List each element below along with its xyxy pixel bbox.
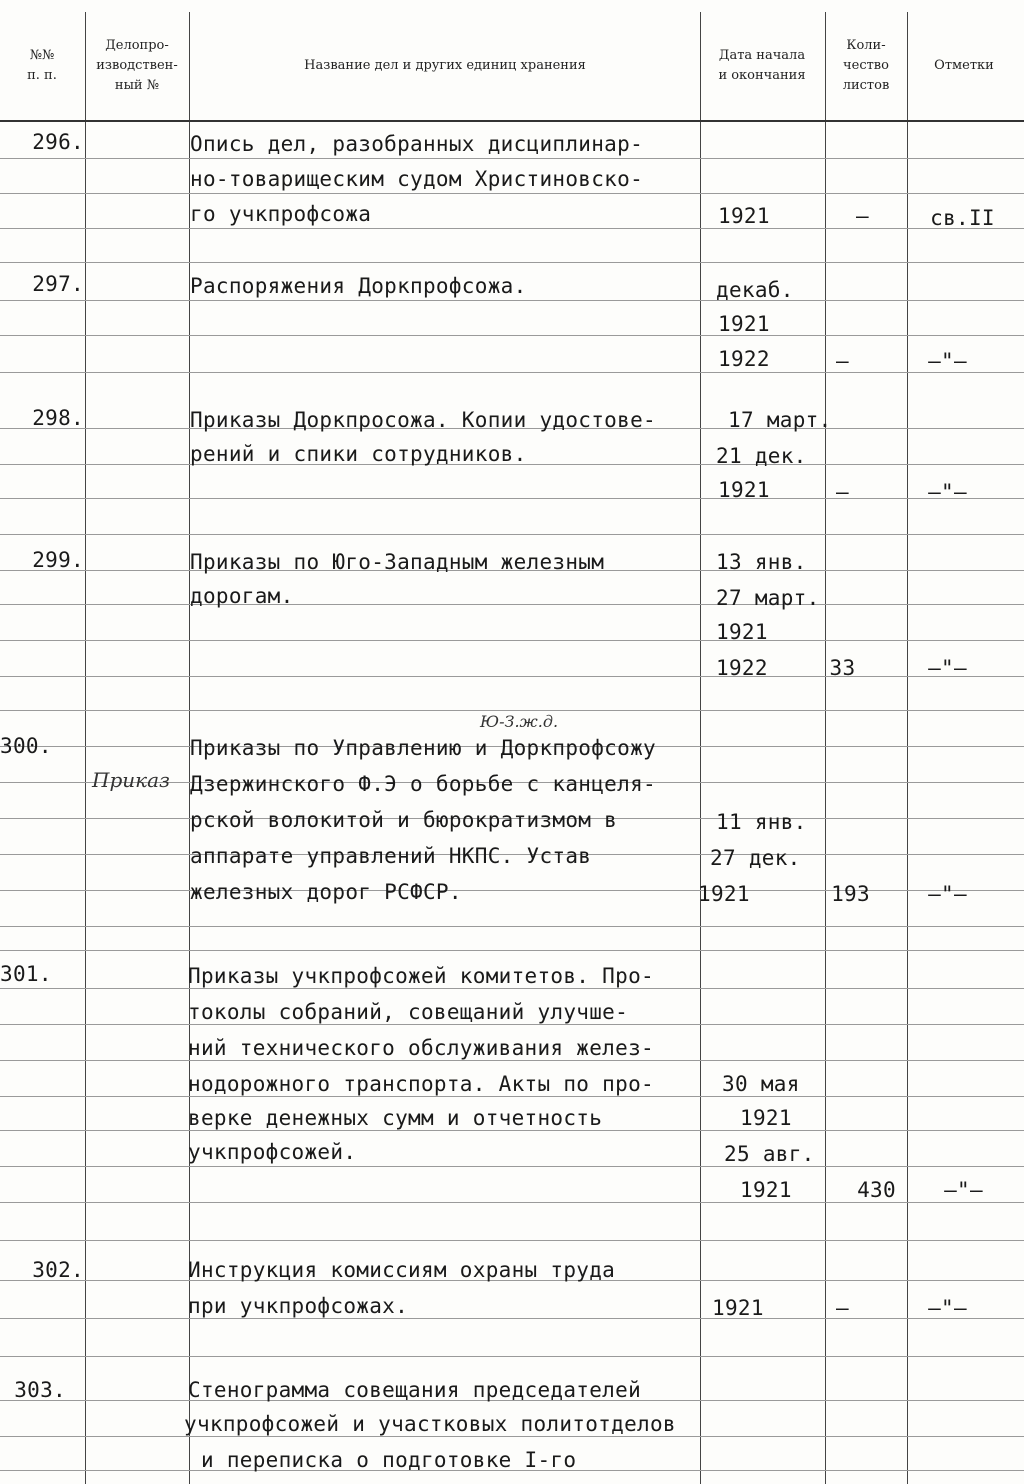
entry-title-line: рской волокитой и бюрократизмом в (190, 808, 618, 832)
column-divider (700, 12, 701, 1484)
entry-date: 1922 (716, 656, 768, 680)
entry-title-line: Распоряжения Доркпрофсожа. (190, 274, 527, 298)
entry-date: 11 янв. (716, 810, 807, 834)
entry-sheets: 430 (857, 1178, 896, 1202)
entry-marks: –"– (928, 1296, 967, 1320)
ruled-line (0, 926, 1024, 927)
entry-title-line: учкпрофсожей и участковых политотделов (184, 1412, 676, 1436)
entry-title-line: Дзержинского Ф.Э о борьбе с канцеля- (190, 772, 656, 796)
entry-sheets: – (836, 349, 849, 373)
entry-title-line: ний технического обслуживания желез- (188, 1036, 654, 1060)
ruled-line (0, 534, 1024, 535)
entry-date: 1921 (698, 882, 750, 906)
entry-title-line: аппарате управлений НКПС. Устав (190, 844, 592, 868)
ruled-line (0, 1240, 1024, 1241)
entry-number: 299. (32, 548, 84, 572)
entry-date: 27 дек. (710, 846, 801, 870)
entry-title-line: учкпрофсожей. (188, 1140, 357, 1164)
entry-number: 296. (32, 130, 84, 154)
entry-title-line: токолы собраний, совещаний улучше- (188, 1000, 629, 1024)
entry-title-line: Приказы по Юго-Западным железным (190, 550, 605, 574)
entry-number: 300. (0, 734, 52, 758)
entry-date: 1921 (740, 1106, 792, 1130)
entry-date: 21 дек. (716, 444, 807, 468)
entry-marks: –"– (944, 1178, 983, 1202)
entry-marks: –"– (928, 882, 967, 906)
column-divider (85, 12, 86, 1484)
entry-title-line: Приказы по Управлению и Доркпрофсожу (190, 736, 656, 760)
entry-sheets: 193 (831, 882, 870, 906)
ruled-line (0, 710, 1024, 711)
handwritten-office-note: Приказ (92, 768, 170, 792)
entry-date: 1921 (740, 1178, 792, 1202)
entry-title-line: и переписка о подготовке I-го (188, 1448, 577, 1472)
entry-title-line: железных дорог РСФСР. (190, 880, 462, 904)
entry-number: 302. (32, 1258, 84, 1282)
entry-date: 1921 (718, 204, 770, 228)
entry-title-line: верке денежных сумм и отчетность (188, 1106, 603, 1130)
header-divider (0, 120, 1024, 122)
entry-date: 1921 (716, 620, 768, 644)
header-marks: Отметки (934, 58, 994, 73)
ruled-line (0, 1166, 1024, 1167)
header-dates: Дата начала и окончания (718, 48, 806, 83)
header-office-number: Делопро- изводствен- ный № (96, 38, 178, 93)
entry-date: 13 янв. (716, 550, 807, 574)
entry-number: 303. (14, 1378, 66, 1402)
entry-sheets: – (836, 1296, 849, 1320)
entry-date: 1922 (718, 347, 770, 371)
entry-title-line: Приказы Доркпросожа. Копии удостове- (190, 408, 656, 432)
handwritten-note: Ю-З.ж.д. (480, 712, 559, 731)
entry-title-line: го учкпрофсожа (190, 202, 372, 226)
entry-title-line: Инструкция комиссиям охраны труда (188, 1258, 616, 1282)
entry-date: 1921 (718, 478, 770, 502)
entry-date: декаб. (716, 278, 794, 302)
entry-title-line: дорогам. (190, 584, 294, 608)
entry-marks: –"– (928, 480, 967, 504)
entry-title-line: Стенограмма совещания председателей (188, 1378, 642, 1402)
entry-date: 27 март. (716, 586, 820, 610)
entry-date: 1921 (712, 1296, 764, 1320)
entry-marks: –"– (928, 656, 967, 680)
entry-sheets: – (836, 480, 849, 504)
entry-marks: –"– (928, 349, 967, 373)
entry-title-line: но-товарищеским судом Христиновско- (190, 167, 644, 191)
header-title: Название дел и других единиц хранения (304, 58, 586, 73)
entry-marks: св.II (930, 206, 995, 230)
ruled-line (0, 262, 1024, 263)
ruled-line (0, 335, 1024, 336)
entry-title-line: нодорожного транспорта. Акты по про- (188, 1072, 654, 1096)
ruled-line (0, 604, 1024, 605)
ruled-line (0, 640, 1024, 641)
ruled-line (0, 1356, 1024, 1357)
entry-sheets: 33 (829, 656, 856, 680)
entry-date: 25 авг. (724, 1142, 815, 1166)
entry-date: 30 мая (722, 1072, 800, 1096)
entry-sheets: – (856, 204, 869, 228)
entry-title-line: Приказы учкпрофсожей комитетов. Про- (188, 964, 654, 988)
entry-date: 1921 (718, 312, 770, 336)
header-num: №№ п. п. (27, 48, 57, 83)
entry-number: 301. (0, 962, 52, 986)
entry-number: 297. (32, 272, 84, 296)
header-sheets: Коли- чество листов (842, 38, 890, 93)
entry-title-line: рений и спики сотрудников. (190, 442, 527, 466)
entry-number: 298. (32, 406, 84, 430)
entry-date: 17 март. (728, 408, 832, 432)
entry-title-line: при учкпрофсожах. (188, 1294, 409, 1318)
entry-title-line: Опись дел, разобранных дисциплинар- (190, 132, 644, 156)
ruled-line (0, 950, 1024, 951)
